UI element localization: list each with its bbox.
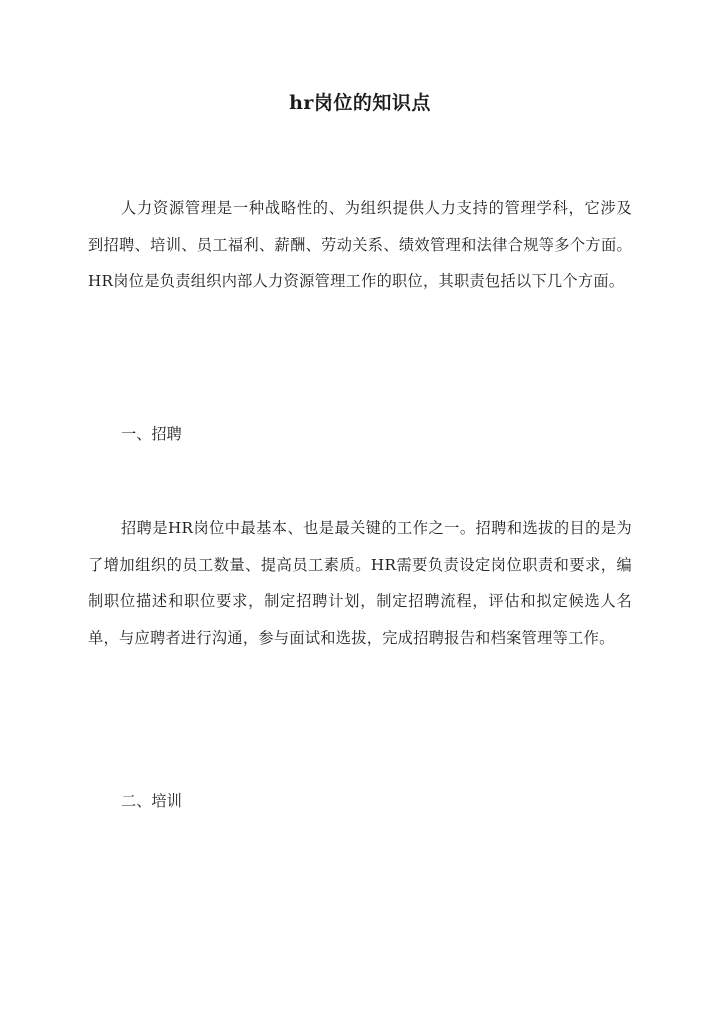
intro-paragraph: 人力资源管理是一种战略性的、为组织提供人力支持的管理学科，它涉及到招聘、培训、员工福利、薪酬、劳动关系、绩效管理和法律合规等多个方面。HR岗位是负责组织内部人力资源管理工作的职位，其职责包括以下几个方面。 bbox=[88, 199, 632, 291]
recruitment-paragraph: 招聘是HR岗位中最基本、也是最关键的工作之一。招聘和选拔的目的是为了增加组织的员工数量、提高员工素质。HR需要负责设定岗位职责和要求，编制职位描述和职位要求，制定招聘计划，制定招聘流程，评估和拟定候选人名单，与应聘者进行沟通，参与面试和选拔，完成招聘报告和档案管理等工作。 bbox=[88, 519, 632, 648]
section-heading-recruitment: 一、招聘 bbox=[121, 425, 182, 443]
section-heading-training: 二、培训 bbox=[121, 792, 182, 810]
document-title: hr岗位的知识点 bbox=[289, 92, 431, 114]
